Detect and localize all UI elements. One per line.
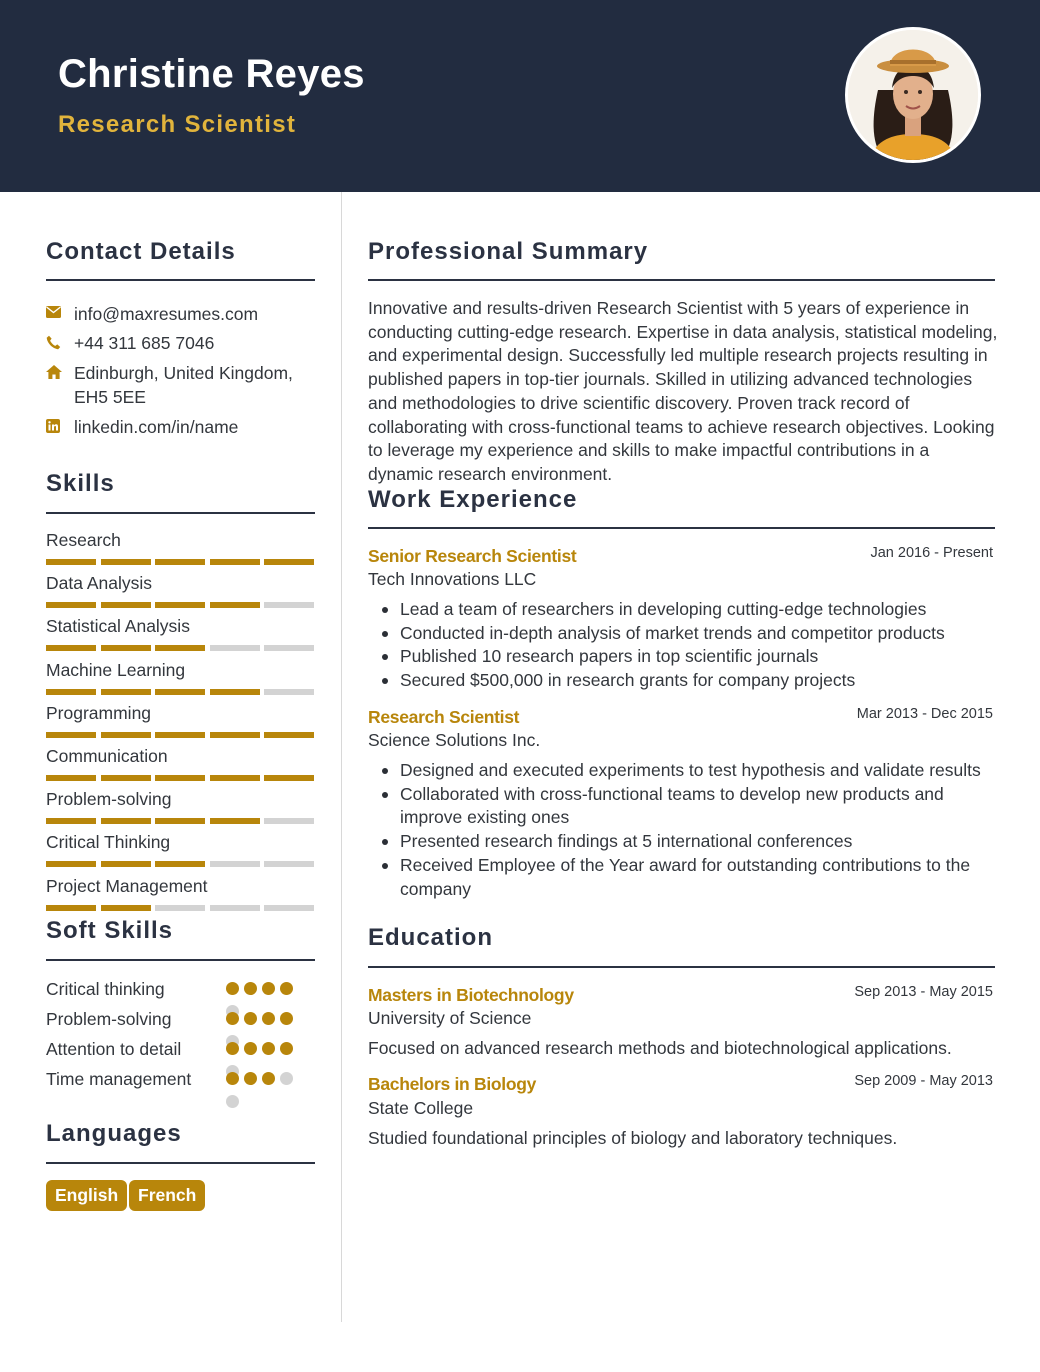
degree-dates: Sep 2013 - May 2015 (854, 984, 993, 1000)
skill-level-segment-filled (264, 775, 314, 781)
column-divider (341, 192, 342, 1322)
school-name: State College (368, 1098, 474, 1118)
contact-email (46, 302, 316, 326)
education-section-rule (368, 966, 995, 968)
job-dates: Jan 2016 - Present (870, 545, 993, 561)
rating-dot-empty (280, 1072, 293, 1085)
soft-skill-name: Attention to detail (46, 1039, 182, 1059)
contact-email-text[interactable]: info@maxresumes.com (74, 304, 259, 324)
summary-text: Innovative and results-driven Research Scientist with 5 years of experience in conducting cutting-edge research. Expertise in data analysis, statistical modeling, and experimental design. Successfully led multiple research projects resulting in published papers in top-tier journals. Skilled in utilizing advanced technologies and methodologies to drive scientific discovery. Proven track record of collaborating with cross-functional teams to achieve research objectives. Looking to leverage my experience and skills to make impactful contributions in a dynamic research environment. (368, 298, 998, 484)
envelope-icon (46, 302, 74, 326)
skill-level-segment-filled (155, 732, 205, 738)
skill-name: Machine Learning (46, 659, 186, 680)
job-dates: Mar 2013 - Dec 2015 (856, 706, 993, 722)
rating-dot-filled (280, 1012, 293, 1025)
skill-level-bar (46, 775, 314, 781)
degree-title: Masters in Biotechnology (368, 985, 574, 1005)
contact-phone (46, 331, 316, 355)
experience-section-rule (368, 527, 995, 529)
skill-level-segment-filled (155, 775, 205, 781)
soft-skill-name: Critical thinking (46, 979, 165, 999)
job-organization: Tech Innovations LLC (368, 569, 537, 589)
skill-level-segment-filled (46, 645, 96, 651)
contact-linkedin-text[interactable]: linkedin.com/in/name (74, 417, 239, 437)
skill-name: Critical Thinking (46, 832, 171, 853)
rating-dot-filled (226, 1012, 239, 1025)
skill-name: Project Management (46, 875, 208, 896)
skill-level-segment-filled (210, 559, 260, 565)
job-responsibilities (368, 598, 998, 693)
skills-section-title: Skills (46, 470, 115, 497)
skill-level-segment-filled (101, 559, 151, 565)
job-bullet: Collaborated with cross-functional teams to develop new products and improve existing ones (368, 783, 998, 830)
skill-level-segment-filled (101, 732, 151, 738)
rating-dot-filled (262, 1042, 275, 1055)
job-bullet: Lead a team of researchers in developing cutting-edge technologies (368, 598, 998, 622)
resume-header (0, 0, 1040, 192)
degree-title: Bachelors in Biology (368, 1074, 537, 1094)
profile-photo-image (848, 30, 978, 160)
rating-dot-filled (280, 1042, 293, 1055)
rating-dot-filled (244, 982, 257, 995)
skill-level-segment-filled (210, 775, 260, 781)
school-name: University of Science (368, 1008, 532, 1028)
rating-dot-filled (226, 1072, 239, 1085)
languages-section-title: Languages (46, 1120, 182, 1147)
contact-section-rule (46, 279, 315, 281)
skill-level-segment-empty (264, 905, 314, 911)
profile-photo (845, 27, 981, 163)
skill-level-bar (46, 861, 314, 867)
skill-name: Problem-solving (46, 789, 172, 810)
job-bullet: Designed and executed experiments to test hypothesis and validate results (368, 759, 998, 783)
skill-level-segment-empty (210, 905, 260, 911)
skill-level-segment-filled (264, 559, 314, 565)
skill-level-bar (46, 602, 314, 608)
rating-dot-filled (244, 1012, 257, 1025)
rating-dot-filled (262, 1072, 275, 1085)
skill-level-segment-filled (101, 905, 151, 911)
skill-name: Statistical Analysis (46, 616, 190, 637)
rating-dot-filled (244, 1072, 257, 1085)
skill-level-segment-filled (155, 689, 205, 695)
skill-name: Programming (46, 702, 152, 723)
language-badge-french: French (129, 1180, 205, 1211)
skill-level-segment-filled (46, 602, 96, 608)
skill-name: Communication (46, 746, 168, 766)
skill-level-segment-filled (101, 861, 151, 867)
skill-level-bar (46, 559, 314, 565)
experience-section-title: Work Experience (368, 486, 578, 513)
skill-level-bar (46, 818, 314, 824)
degree-description: Studied foundational principles of biology and laboratory techniques. (368, 1128, 898, 1148)
skill-level-bar (46, 689, 314, 695)
languages-section-rule (46, 1162, 315, 1164)
skill-level-segment-filled (46, 732, 96, 738)
candidate-name: Christine Reyes (58, 52, 365, 96)
job-bullet: Presented research findings at 5 international conferences (368, 830, 998, 854)
skill-level-segment-filled (46, 905, 96, 911)
contact-phone-text[interactable]: +44 311 685 7046 (74, 333, 215, 353)
skill-level-segment-filled (101, 775, 151, 781)
job-bullet: Secured $500,000 in research grants for company projects (368, 669, 998, 693)
skill-level-segment-filled (46, 861, 96, 867)
soft-skills-section-rule (46, 959, 315, 961)
rating-dot-filled (280, 982, 293, 995)
linkedin-icon (46, 415, 74, 439)
skill-level-segment-filled (155, 645, 205, 651)
skill-level-segment-filled (46, 775, 96, 781)
skill-level-segment-filled (264, 732, 314, 738)
job-bullet: Published 10 research papers in top scientific journals (368, 645, 998, 669)
skill-level-segment-filled (101, 645, 151, 651)
soft-skill-name: Problem-solving (46, 1009, 172, 1029)
skill-level-segment-filled (101, 602, 151, 608)
skill-level-segment-filled (210, 818, 260, 824)
skill-level-segment-filled (101, 818, 151, 824)
skill-level-segment-empty (264, 645, 314, 651)
skill-level-segment-empty (210, 645, 260, 651)
skill-name: Data Analysis (46, 573, 153, 594)
skill-level-segment-filled (155, 861, 205, 867)
skill-level-bar (46, 645, 314, 651)
job-title: Senior Research Scientist (368, 546, 577, 566)
skill-level-segment-empty (210, 861, 260, 867)
rating-dot-filled (226, 1042, 239, 1055)
soft-skill-name: Time management (46, 1069, 192, 1089)
skill-level-segment-filled (155, 818, 205, 824)
skill-level-segment-filled (101, 689, 151, 695)
skill-level-segment-filled (210, 732, 260, 738)
contact-address-text: Edinburgh, United Kingdom, EH5 5EE (74, 363, 293, 407)
skill-level-segment-empty (264, 818, 314, 824)
skill-level-segment-filled (155, 602, 205, 608)
summary-section-rule (368, 279, 995, 281)
skill-level-segment-empty (264, 861, 314, 867)
skill-level-segment-filled (46, 818, 96, 824)
skill-level-segment-empty (264, 689, 314, 695)
rating-dot-filled (262, 982, 275, 995)
rating-dot-filled (244, 1042, 257, 1055)
rating-dot-filled (262, 1012, 275, 1025)
skill-name: Research (46, 530, 121, 550)
skill-level-bar (46, 905, 314, 911)
job-bullet: Received Employee of the Year award for outstanding contributions to the company (368, 854, 998, 901)
language-badge-english: English (46, 1180, 127, 1211)
summary-section-title: Professional Summary (368, 238, 649, 265)
candidate-role: Research Scientist (58, 111, 297, 138)
job-title: Research Scientist (368, 707, 520, 727)
skill-level-segment-filled (46, 689, 96, 695)
education-section-title: Education (368, 924, 494, 951)
skill-level-bar (46, 732, 314, 738)
phone-icon (46, 331, 74, 355)
contact-address (46, 361, 316, 409)
skill-level-segment-filled (46, 559, 96, 565)
job-bullet: Conducted in-depth analysis of market trends and competitor products (368, 622, 998, 646)
job-responsibilities (368, 759, 998, 901)
degree-dates: Sep 2009 - May 2013 (854, 1073, 993, 1089)
skill-level-segment-empty (155, 905, 205, 911)
skill-level-segment-filled (210, 689, 260, 695)
rating-dot-filled (226, 982, 239, 995)
rating-dot-empty (226, 1095, 239, 1108)
contact-linkedin (46, 415, 316, 439)
skills-section-rule (46, 512, 315, 514)
skill-level-segment-filled (210, 602, 260, 608)
home-icon (46, 361, 74, 409)
soft-skills-section-title: Soft Skills (46, 917, 174, 944)
contact-section-title: Contact Details (46, 238, 236, 265)
degree-description: Focused on advanced research methods and biotechnological applications. (368, 1038, 952, 1058)
skill-level-segment-filled (155, 559, 205, 565)
job-organization: Science Solutions Inc. (368, 730, 541, 750)
skill-level-segment-empty (264, 602, 314, 608)
